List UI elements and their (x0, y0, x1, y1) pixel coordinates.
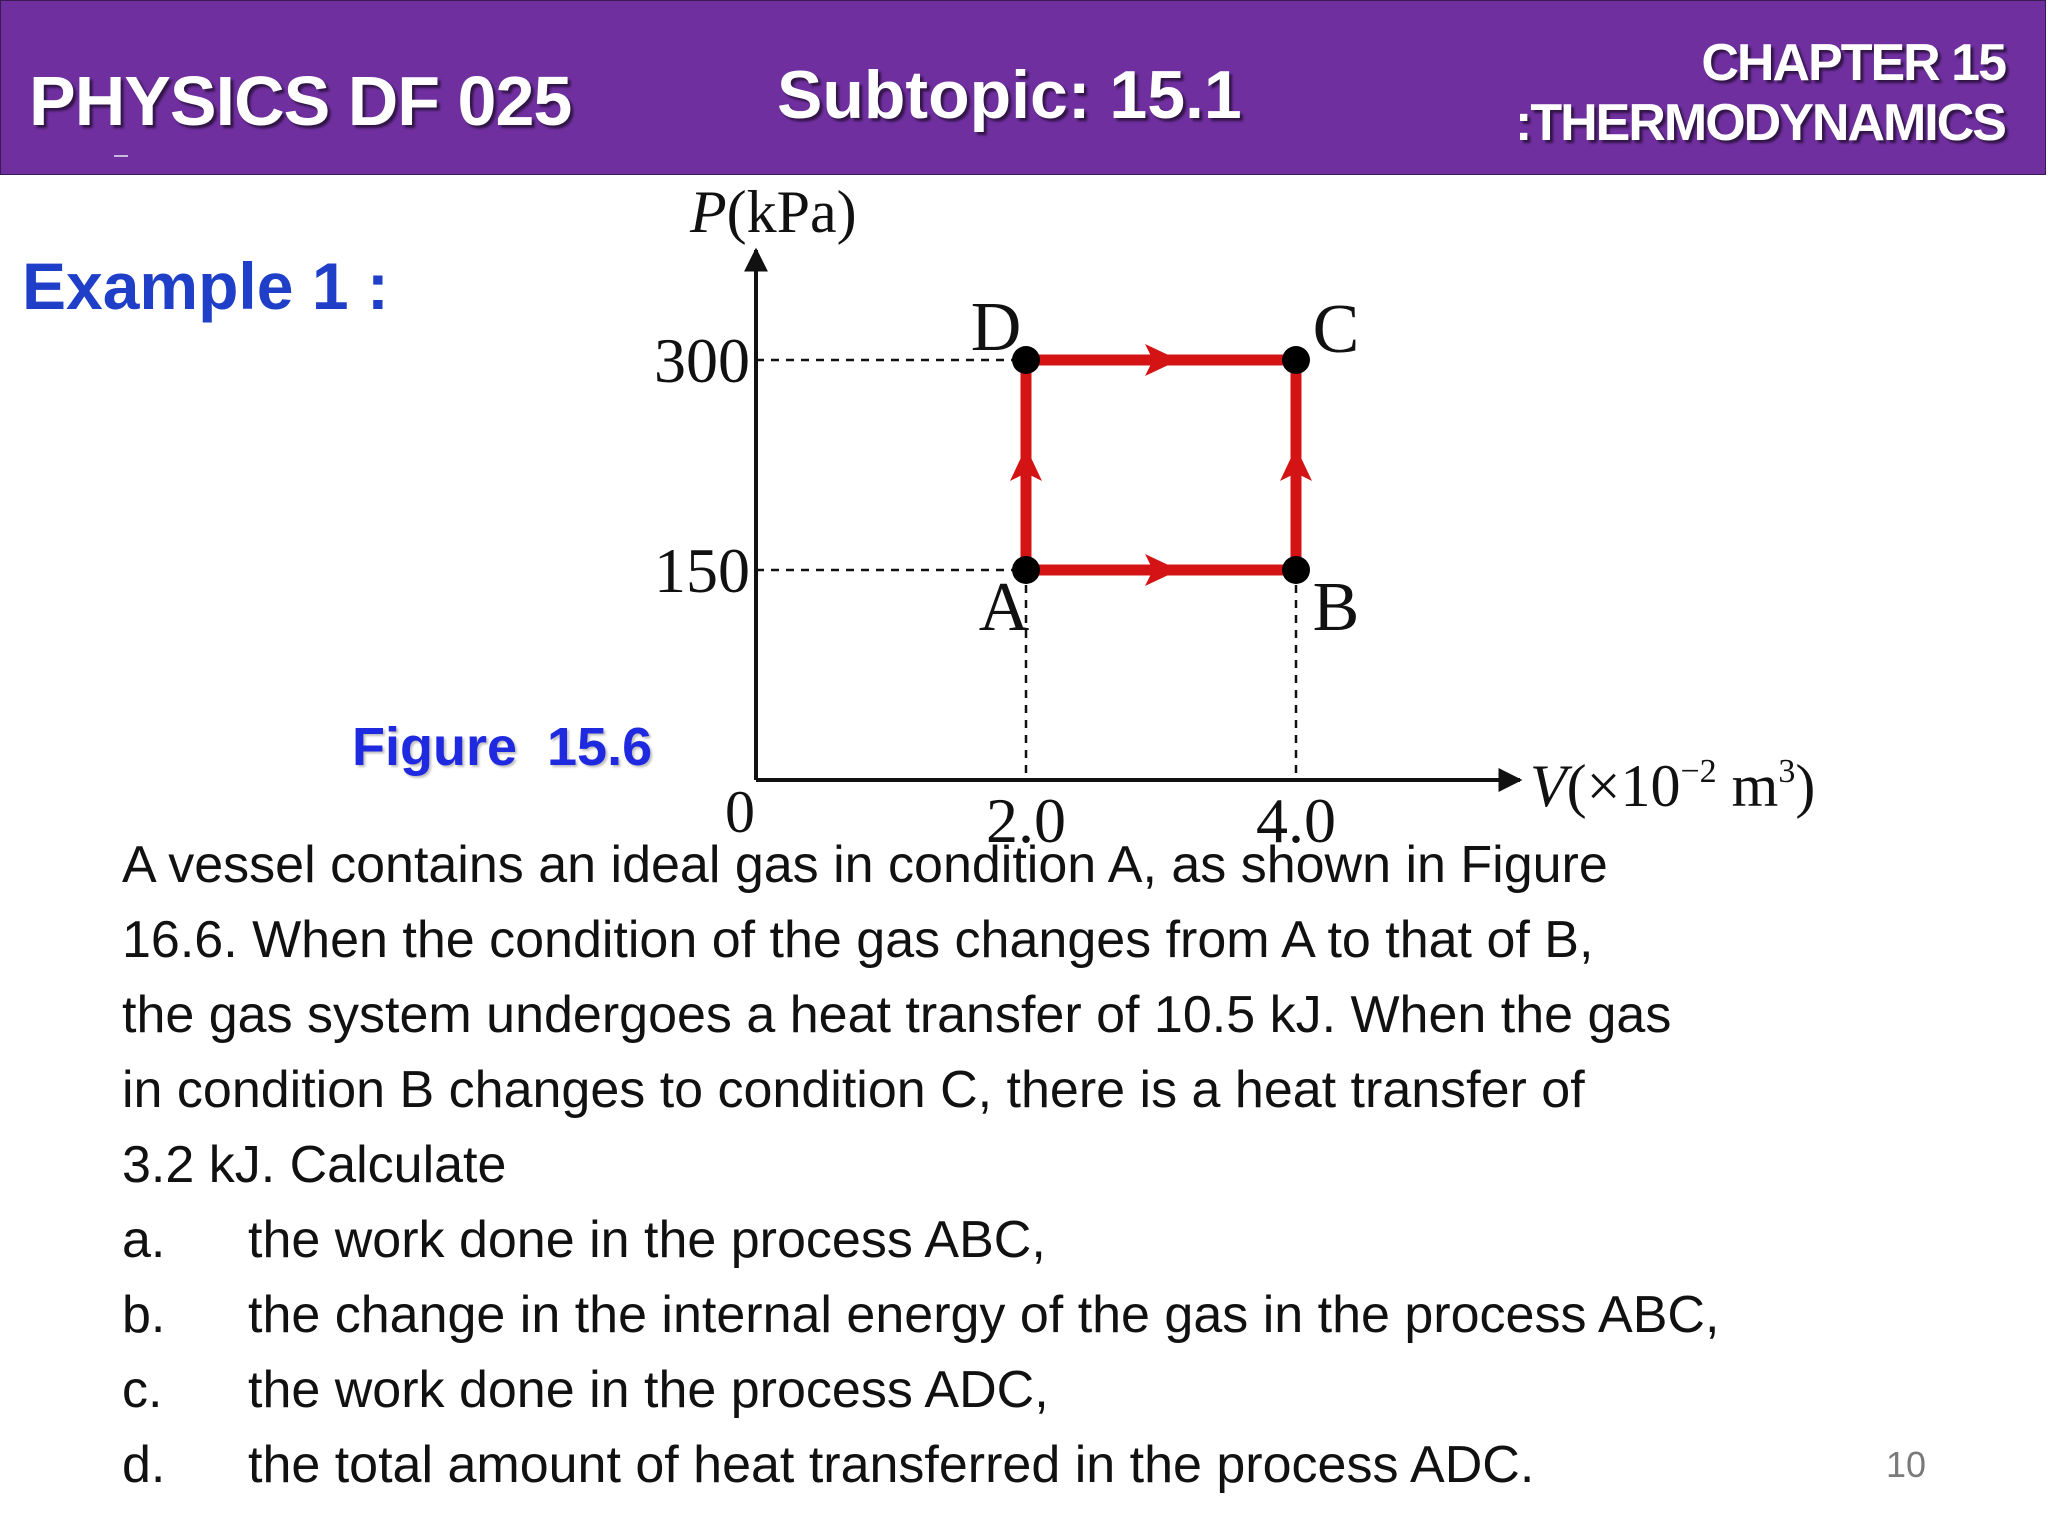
state-point-B (1282, 556, 1310, 584)
item-text: the work done in the process ADC, (248, 1361, 1049, 1419)
y-tick-label: 150 (654, 535, 750, 606)
chart-axes (756, 250, 1520, 780)
item-text: the work done in the process ABC, (248, 1211, 1046, 1269)
state-label-A: A (978, 569, 1030, 646)
figure-caption: Figure 15.6 (352, 717, 653, 777)
chapter-number: CHAPTER 15 (1701, 34, 2005, 92)
x-axis-label: $V(\times 10^{-2}$ $m^3$) (1530, 753, 1816, 819)
problem-line: 16.6. When the condition of the gas changes from A to that of B, (122, 911, 1594, 969)
origin-label: 0 (725, 779, 755, 845)
page-number: 10 (1886, 1444, 1927, 1485)
item-text: the change in the internal energy of the gas in the process ABC, (248, 1286, 1720, 1344)
chapter-name: :THERMODYNAMICS (1515, 94, 2005, 152)
x-tick-label: 4.0 (1256, 785, 1336, 856)
problem-line: 3.2 kJ. Calculate (122, 1136, 507, 1194)
problem-line: A vessel contains an ideal gas in condition A, as shown in Figure (122, 836, 1608, 894)
example-title: Example 1 : (22, 249, 389, 323)
y-axis-label: P(kPa) (690, 179, 857, 245)
item-letter: d. (122, 1436, 166, 1494)
state-label-C: C (1312, 291, 1360, 368)
y-tick-label: 300 (654, 325, 750, 396)
question-item-b (122, 1278, 1902, 1353)
chart-labels (654, 179, 1815, 856)
course-title: PHYSICS DF 025 (29, 62, 572, 140)
question-item-a (122, 1203, 1902, 1278)
item-text: the total amount of heat transferred in the process ADC. (248, 1436, 1535, 1494)
item-letter: b. (122, 1286, 166, 1344)
item-letter: a. (122, 1211, 166, 1269)
chart-paths (1010, 344, 1312, 586)
problem-line: in condition B changes to condition C, there is a heat transfer of (122, 1061, 1585, 1119)
problem-line: the gas system undergoes a heat transfer of 10.5 kJ. When the gas (122, 986, 1672, 1044)
question-item-d (122, 1428, 1902, 1503)
state-point-C (1282, 346, 1310, 374)
subtopic-title: Subtopic: 15.1 (777, 57, 1242, 133)
chart-points (1012, 346, 1310, 584)
state-label-B: B (1312, 569, 1360, 646)
problem-statement (122, 828, 1902, 1503)
question-item-c (122, 1353, 1902, 1428)
state-label-D: D (970, 289, 1022, 366)
x-tick-label: 2.0 (986, 785, 1066, 856)
item-letter: c. (122, 1361, 163, 1419)
